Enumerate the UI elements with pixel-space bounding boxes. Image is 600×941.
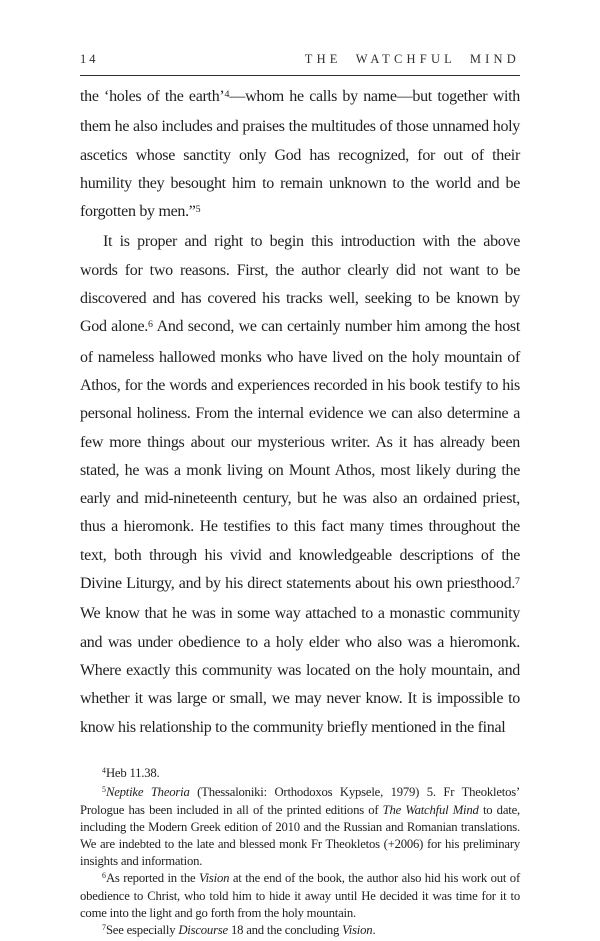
page-number: 14 [80,52,99,66]
text-run: As reported in the [105,870,199,885]
footnote-ref: 4 [102,766,106,776]
footnote-ref: 6 [102,871,106,881]
text-run: It is proper and right to begin this introduction with the above words for two reasons. First, the author clearly did not want to be discovered and has covered his tracks well, seeking to be known by God alone. [80,233,520,336]
footnote [80,922,520,941]
footnote-ref: 7 [515,575,520,587]
running-title: THE WATCHFUL MIND [304,52,520,66]
footnote-ref: 4 [224,88,230,100]
footnote [80,870,520,922]
text-run: (Thessaloniki: Orthodoxos Kypsele, 1979) 5. Fr Theokletos’ Prologue has been included in all of the printed editions of [80,784,520,818]
footnote [80,765,520,784]
footnotes-section [80,765,520,941]
text-run: —whom he calls by name—but together with them he also includes and praises the multitudes of those unnamed holy ascetics whose sanctity only God has recognized, for out of their humility they besought him to remain unknown to the world and be forgotten by men.” [80,88,520,221]
header-rule [80,75,520,76]
footnote [80,784,520,870]
body-text [80,83,520,742]
page-header [80,52,520,67]
italic-text: Discourse [178,923,228,937]
text-run: at the end of the book, the author also hid his work out of obedience to Christ, who told him to hide it away until He decided it was time for it to come into the light and go forth from the holy mountain. [80,870,520,921]
text-run: And second, we can certainly number him among the host of nameless hallowed monks who have lived on the holy mountain of Athos, for the words and experiences recorded in his book testify to his personal holiness. From the internal evidence we can also determine a few more things about our mysterious writer. As it has already been stated, he was a monk living on Mount Athos, most likely during the early and mid-nineteenth century, but he was also an ordained priest, thus a hieromonk. He testifies to this fact many times throughout the text, both through his vivid and knowledgeable descriptions of the Divine Liturgy, and by his direct statements about his own priesthood. [80,318,520,593]
italic-text: Vision [342,923,373,937]
text-run: 18 and the concluding [227,923,343,937]
body-paragraph [80,83,520,228]
italic-text: Vision [198,870,230,885]
text-run: See especially [105,923,179,937]
italic-text: Neptike Theoria [105,784,190,799]
footnote-ref: 6 [148,318,153,330]
body-paragraph [80,228,520,741]
text-run: the ‘holes of the earth’ [80,88,225,105]
text-run: . [372,923,376,937]
footnote-ref: 7 [102,923,106,933]
footnote-ref: 5 [195,203,201,215]
text-run: to date, including the Modern Greek edition of 2010 and the Russian and Romanian translations. We are indebted to the late and blessed monk Fr Theokletos (+2006) for his preliminary insights and information. [80,803,520,868]
text-run: Heb 11.38. [105,765,160,780]
text-run: We know that he was in some way attached to a monastic community and was under obedience to a holy elder who also was a hieromonk. Where exactly this community was located on the holy mountain, and whether it was large or small, we may never know. It is impossible to know his relationship to the community briefly mentioned in the final [80,605,520,736]
italic-text: The Watchful Mind [382,803,479,818]
footnote-ref: 5 [102,785,106,795]
